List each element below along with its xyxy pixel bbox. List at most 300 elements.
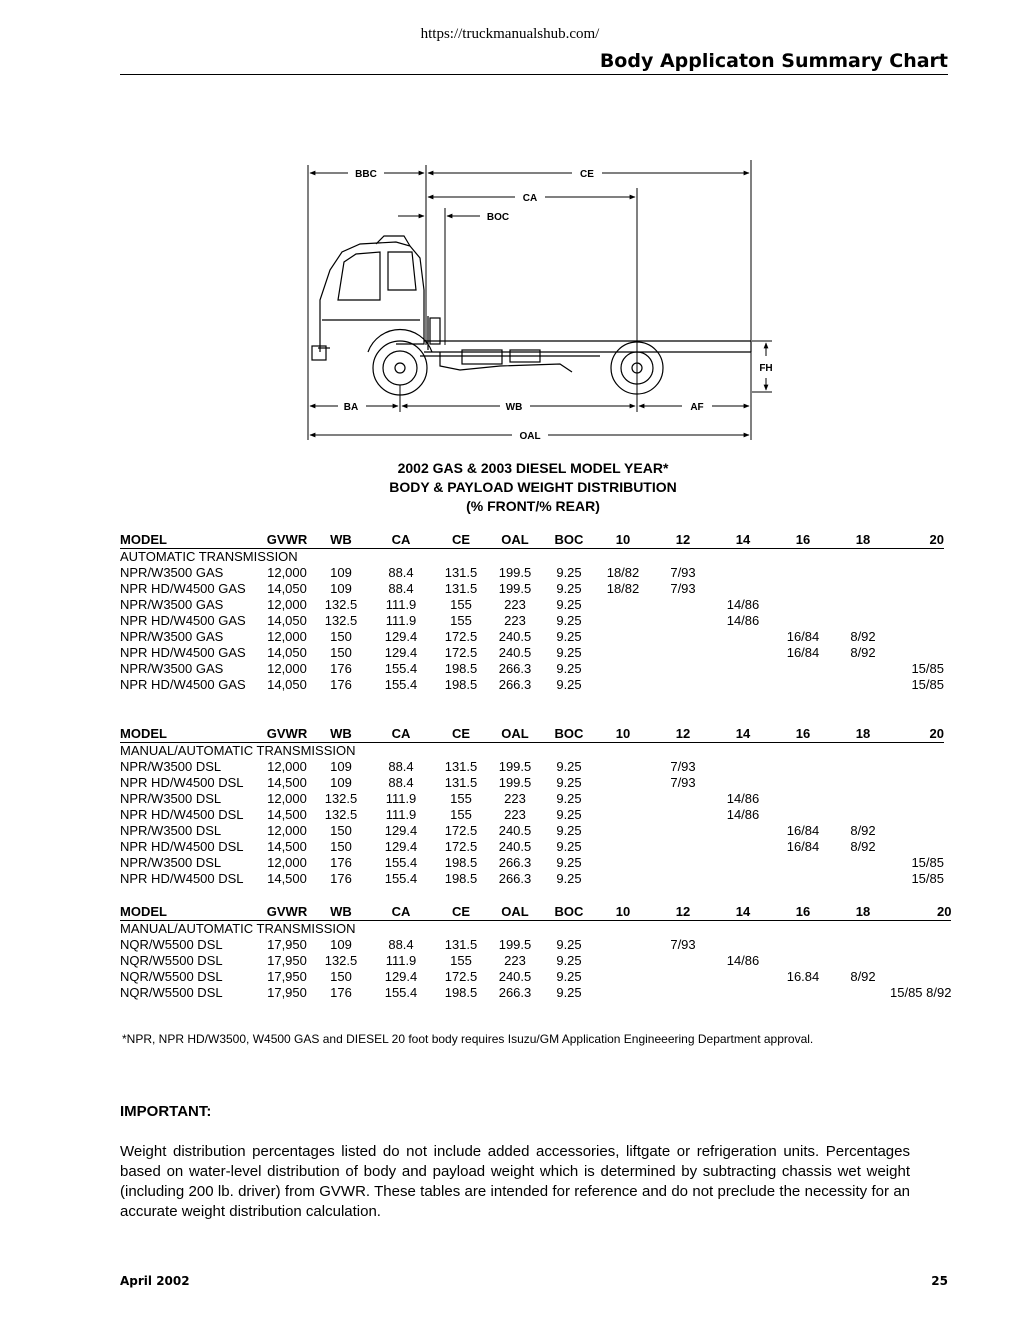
model-cell: NPR/W3500 DSL [120, 791, 222, 806]
column-header: GVWR [260, 725, 314, 743]
value-cell: 176 [330, 855, 352, 870]
value-cell [836, 855, 890, 871]
value-cell [890, 597, 944, 613]
column-header: 18 [836, 903, 890, 921]
value-cell: 109 [330, 565, 352, 580]
column-header: 18 [836, 531, 890, 549]
model-cell: NQR/W5500 DSL [120, 969, 223, 984]
value-cell [890, 807, 944, 823]
value-cell [596, 759, 650, 775]
value-cell: 155 [450, 953, 472, 968]
column-header: 18 [836, 725, 890, 743]
column-header: 10 [596, 903, 650, 921]
column-header: OAL [488, 725, 542, 743]
value-cell [716, 871, 770, 887]
value-cell [890, 953, 951, 969]
value-cell [836, 581, 890, 597]
table-row [120, 775, 944, 791]
dim-label-af: AF [690, 402, 704, 413]
value-cell [890, 565, 944, 581]
value-cell: 9.25 [556, 985, 582, 1000]
column-header: 16 [770, 725, 836, 743]
value-cell: 111.9 [385, 597, 417, 612]
column-header: MODEL [120, 531, 260, 549]
value-cell [650, 613, 716, 629]
table-row [120, 759, 944, 775]
heading-line-3: (% FRONT/% REAR) [466, 498, 600, 514]
table-row [120, 565, 944, 581]
value-cell [836, 775, 890, 791]
value-cell: 155.4 [384, 855, 418, 870]
value-cell: 9.25 [556, 839, 582, 854]
model-cell: NPR/W3500 DSL [120, 855, 222, 870]
source-url[interactable]: https://truckmanualshub.com/ [420, 26, 600, 42]
value-cell: 17,950 [267, 937, 307, 952]
value-cell: 132.5 [324, 597, 358, 612]
value-cell: 176 [330, 677, 352, 692]
dim-label-oal: OAL [519, 431, 541, 442]
value-cell [650, 677, 716, 693]
column-header: CA [368, 725, 434, 743]
column-header: 16 [770, 531, 836, 549]
value-cell [836, 871, 890, 887]
value-cell [716, 985, 770, 1001]
value-cell: 88.4 [388, 937, 414, 952]
value-cell: 12,000 [267, 629, 307, 644]
value-cell [836, 937, 890, 953]
value-cell: 14,500 [267, 775, 307, 790]
table-row [120, 629, 944, 645]
value-cell: 9.25 [556, 661, 582, 676]
value-cell: 7/93 [670, 775, 696, 790]
value-cell [770, 759, 836, 775]
value-cell: 8/92 [850, 839, 876, 854]
value-cell [716, 839, 770, 855]
column-header: CE [434, 531, 488, 549]
model-cell: NPR HD/W4500 GAS [120, 613, 246, 628]
value-cell: 155.4 [384, 985, 418, 1000]
value-cell: 176 [330, 871, 352, 886]
important-paragraph: Weight distribution percentages listed do not include added accessories, liftgate or refrigeration units. Percentages based on water-level distribution of body and payload weight which is determined by subtracting chassis wet weight (including 200 lb. driver) from GVWR. These tables are intended for reference and do not preclude the necessity for an accurate weight distribution calculation. [120, 1143, 910, 1220]
column-header: MODEL [120, 903, 260, 921]
value-cell: 15/85 [911, 661, 944, 676]
value-cell: 109 [330, 775, 352, 790]
value-cell: 111.9 [385, 807, 417, 822]
page-title: Body Applicaton Summary Chart [599, 50, 948, 72]
value-cell: 132.5 [324, 791, 358, 806]
value-cell: 88.4 [388, 565, 414, 580]
value-cell [596, 629, 650, 645]
truck-icon [312, 236, 751, 395]
value-cell [836, 953, 890, 969]
transmission-section-label: MANUAL/AUTOMATIC TRANSMISSION [120, 743, 356, 758]
value-cell: 12,000 [267, 565, 307, 580]
value-cell: 176 [330, 985, 352, 1000]
value-cell [596, 613, 650, 629]
value-cell: 14,500 [267, 807, 307, 822]
column-header: WB [314, 903, 368, 921]
value-cell [836, 661, 890, 677]
value-cell: 131.5 [444, 759, 478, 774]
column-header: CE [434, 903, 488, 921]
value-cell: 88.4 [388, 775, 414, 790]
value-cell: 9.25 [556, 759, 582, 774]
value-cell: 9.25 [556, 677, 582, 692]
value-cell: 12,000 [267, 823, 307, 838]
dim-label-ce: CE [580, 169, 594, 180]
value-cell: 155.4 [384, 661, 418, 676]
column-header: 10 [596, 531, 650, 549]
column-header: CA [368, 531, 434, 549]
value-cell [716, 565, 770, 581]
dim-label-fh: FH [759, 363, 773, 374]
value-cell: 155 [450, 597, 472, 612]
table-row [120, 661, 944, 677]
column-header: 16 [770, 903, 836, 921]
column-header: 12 [650, 725, 716, 743]
value-cell: 155.4 [384, 871, 418, 886]
value-cell [770, 565, 836, 581]
value-cell: 9.25 [556, 953, 582, 968]
value-cell: 9.25 [556, 871, 582, 886]
transmission-section-label: MANUAL/AUTOMATIC TRANSMISSION [120, 921, 356, 936]
value-cell [596, 597, 650, 613]
value-cell: 150 [330, 629, 352, 644]
value-cell: 129.4 [384, 629, 418, 644]
value-cell: 155 [450, 613, 472, 628]
value-cell [770, 807, 836, 823]
value-cell: 131.5 [444, 565, 478, 580]
column-header: MODEL [120, 725, 260, 743]
value-cell [890, 969, 951, 985]
value-cell: 109 [330, 581, 352, 596]
value-cell: 8/92 [850, 823, 876, 838]
weight-distribution-table-npr-diesel [120, 725, 944, 887]
value-cell [716, 969, 770, 985]
value-cell: 9.25 [556, 791, 582, 806]
value-cell: 129.4 [384, 969, 418, 984]
value-cell: 132.5 [324, 613, 358, 628]
value-cell [716, 645, 770, 661]
value-cell [596, 937, 650, 953]
footnote: *NPR, NPR HD/W3500, W4500 GAS and DIESEL 20 foot body requires Isuzu/GM Application Engineeering Department approval. [122, 1032, 814, 1046]
value-cell [716, 855, 770, 871]
value-cell [716, 581, 770, 597]
value-cell: 111.9 [385, 613, 417, 628]
value-cell: 109 [330, 937, 352, 952]
table-header-row [120, 531, 944, 549]
value-cell: 14,050 [267, 645, 307, 660]
value-cell: 132.5 [324, 953, 358, 968]
value-cell: 129.4 [384, 823, 418, 838]
value-cell: 150 [330, 839, 352, 854]
value-cell: 172.5 [444, 629, 478, 644]
value-cell [650, 645, 716, 661]
value-cell: 14/86 [726, 613, 760, 628]
truck-dimension-diagram [300, 155, 773, 450]
value-cell [716, 759, 770, 775]
value-cell [650, 629, 716, 645]
value-cell: 223 [504, 953, 526, 968]
value-cell: 9.25 [556, 937, 582, 952]
value-cell: 199.5 [498, 775, 532, 790]
table-row [120, 677, 944, 693]
column-header: OAL [488, 903, 542, 921]
value-cell: 9.25 [556, 823, 582, 838]
value-cell: 132.5 [324, 807, 358, 822]
value-cell [770, 871, 836, 887]
value-cell: 12,000 [267, 759, 307, 774]
value-cell: 9.25 [556, 565, 582, 580]
value-cell: 15/85 [911, 871, 944, 886]
value-cell: 16/84 [786, 823, 820, 838]
value-cell: 8/92 [850, 969, 876, 984]
value-cell: 12,000 [267, 791, 307, 806]
value-cell: 14/86 [726, 807, 760, 822]
value-cell: 199.5 [498, 937, 532, 952]
value-cell [650, 823, 716, 839]
value-cell: 198.5 [444, 985, 478, 1000]
table-row [120, 953, 951, 969]
value-cell: 9.25 [556, 807, 582, 822]
value-cell [890, 775, 944, 791]
value-cell: 9.25 [556, 775, 582, 790]
value-cell [836, 597, 890, 613]
table-row [120, 613, 944, 629]
value-cell [716, 775, 770, 791]
value-cell: 9.25 [556, 613, 582, 628]
value-cell [890, 629, 944, 645]
model-cell: NPR/W3500 GAS [120, 661, 224, 676]
value-cell: 198.5 [444, 871, 478, 886]
model-cell: NPR/W3500 GAS [120, 565, 224, 580]
value-cell [890, 613, 944, 629]
value-cell [770, 937, 836, 953]
value-cell: 14,050 [267, 677, 307, 692]
model-cell: NPR HD/W4500 DSL [120, 775, 244, 790]
value-cell [716, 677, 770, 693]
value-cell [770, 855, 836, 871]
column-header: 12 [650, 903, 716, 921]
model-cell: NPR HD/W4500 GAS [120, 677, 246, 692]
header-rule [120, 74, 948, 75]
value-cell [596, 791, 650, 807]
table-row [120, 985, 951, 1001]
value-cell: 17,950 [267, 969, 307, 984]
value-cell [890, 937, 951, 953]
value-cell: 199.5 [498, 581, 532, 596]
value-cell [716, 661, 770, 677]
value-cell: 15/85 8/92 [890, 985, 952, 1000]
value-cell: 9.25 [556, 969, 582, 984]
model-cell: NQR/W5500 DSL [120, 953, 223, 968]
value-cell: 150 [330, 645, 352, 660]
model-cell: NQR/W5500 DSL [120, 937, 223, 952]
value-cell: 18/82 [606, 565, 640, 580]
dim-label-boc: BOC [486, 212, 510, 223]
table-header-row [120, 903, 951, 921]
value-cell: 14,050 [267, 613, 307, 628]
value-cell: 240.5 [498, 839, 532, 854]
value-cell: 129.4 [384, 645, 418, 660]
value-cell: 266.3 [498, 677, 532, 692]
value-cell: 266.3 [498, 661, 532, 676]
model-cell: NPR HD/W4500 GAS [120, 645, 246, 660]
value-cell: 240.5 [498, 969, 532, 984]
value-cell: 17,950 [267, 985, 307, 1000]
column-header: 14 [716, 725, 770, 743]
value-cell: 7/93 [670, 759, 696, 774]
heading-line-2: BODY & PAYLOAD WEIGHT DISTRIBUTION [389, 479, 677, 495]
value-cell: 16/84 [786, 645, 820, 660]
value-cell: 8/92 [850, 645, 876, 660]
column-header: 20 [890, 531, 944, 549]
column-header: 20 [890, 725, 944, 743]
value-cell: 199.5 [498, 759, 532, 774]
value-cell: 14,500 [267, 839, 307, 854]
value-cell [770, 661, 836, 677]
value-cell [770, 613, 836, 629]
value-cell: 15/85 [911, 677, 944, 692]
table-row [120, 823, 944, 839]
model-cell: NPR/W3500 DSL [120, 759, 222, 774]
value-cell: 9.25 [556, 581, 582, 596]
value-cell [770, 677, 836, 693]
column-header: 10 [596, 725, 650, 743]
value-cell: 7/93 [670, 565, 696, 580]
value-cell [650, 661, 716, 677]
value-cell: 223 [504, 791, 526, 806]
table-heading [300, 459, 766, 516]
value-cell: 155.4 [384, 677, 418, 692]
weight-distribution-table-gas [120, 531, 944, 693]
value-cell: 198.5 [444, 855, 478, 870]
value-cell: 17,950 [267, 953, 307, 968]
value-cell: 88.4 [388, 581, 414, 596]
column-header: 14 [716, 903, 770, 921]
value-cell [716, 629, 770, 645]
value-cell [890, 823, 944, 839]
value-cell: 8/92 [850, 629, 876, 644]
value-cell: 131.5 [444, 581, 478, 596]
value-cell [836, 985, 890, 1001]
value-cell [650, 807, 716, 823]
value-cell: 266.3 [498, 985, 532, 1000]
dim-label-ca: CA [522, 193, 538, 204]
dim-label-ba: BA [343, 402, 359, 413]
column-header: 12 [650, 531, 716, 549]
value-cell [770, 953, 836, 969]
value-cell [890, 839, 944, 855]
column-header: BOC [542, 531, 596, 549]
value-cell [836, 565, 890, 581]
table-row [120, 807, 944, 823]
heading-line-1: 2002 GAS & 2003 DIESEL MODEL YEAR* [397, 460, 669, 476]
value-cell [836, 759, 890, 775]
value-cell: 266.3 [498, 871, 532, 886]
value-cell: 7/93 [670, 581, 696, 596]
value-cell: 9.25 [556, 645, 582, 660]
value-cell [836, 791, 890, 807]
value-cell [836, 807, 890, 823]
column-header: WB [314, 725, 368, 743]
value-cell [596, 677, 650, 693]
value-cell: 240.5 [498, 629, 532, 644]
value-cell [596, 839, 650, 855]
value-cell [596, 871, 650, 887]
value-cell: 199.5 [498, 565, 532, 580]
table-row [120, 791, 944, 807]
model-cell: NPR HD/W4500 DSL [120, 839, 244, 854]
table-row [120, 597, 944, 613]
model-cell: NQR/W5500 DSL [120, 985, 223, 1000]
value-cell: 9.25 [556, 629, 582, 644]
value-cell: 198.5 [444, 677, 478, 692]
column-header: BOC [542, 725, 596, 743]
value-cell: 9.25 [556, 597, 582, 612]
value-cell [596, 661, 650, 677]
value-cell: 18/82 [606, 581, 640, 596]
value-cell: 131.5 [444, 937, 478, 952]
value-cell [650, 969, 716, 985]
value-cell: 172.5 [444, 969, 478, 984]
value-cell: 172.5 [444, 645, 478, 660]
value-cell [650, 871, 716, 887]
value-cell: 16/84 [786, 839, 820, 854]
value-cell [596, 645, 650, 661]
value-cell: 172.5 [444, 823, 478, 838]
column-header: GVWR [260, 903, 314, 921]
column-header: 14 [716, 531, 770, 549]
value-cell: 131.5 [444, 775, 478, 790]
column-header: GVWR [260, 531, 314, 549]
value-cell: 223 [504, 613, 526, 628]
dim-label-bbc: BBC [355, 169, 377, 180]
value-cell: 109 [330, 759, 352, 774]
value-cell [650, 985, 716, 1001]
value-cell [770, 775, 836, 791]
value-cell [890, 645, 944, 661]
value-cell: 16.84 [786, 969, 820, 984]
value-cell: 176 [330, 661, 352, 676]
value-cell: 14,500 [267, 871, 307, 886]
value-cell [716, 937, 770, 953]
value-cell: 14,050 [267, 581, 307, 596]
value-cell: 240.5 [498, 645, 532, 660]
value-cell: 7/93 [670, 937, 696, 952]
value-cell [650, 597, 716, 613]
model-cell: NPR HD/W4500 DSL [120, 871, 244, 886]
column-header: WB [314, 531, 368, 549]
value-cell: 172.5 [444, 839, 478, 854]
value-cell [596, 807, 650, 823]
value-cell [890, 759, 944, 775]
table-row [120, 581, 944, 597]
value-cell [596, 823, 650, 839]
table-row [120, 969, 951, 985]
value-cell [770, 985, 836, 1001]
table-header-row [120, 725, 944, 743]
value-cell [890, 581, 944, 597]
value-cell: 223 [504, 807, 526, 822]
value-cell [770, 791, 836, 807]
value-cell: 14/86 [726, 597, 760, 612]
column-header: CE [434, 725, 488, 743]
value-cell [650, 953, 716, 969]
value-cell: 111.9 [385, 791, 417, 806]
important-heading: IMPORTANT: [120, 1103, 212, 1120]
value-cell: 150 [330, 969, 352, 984]
